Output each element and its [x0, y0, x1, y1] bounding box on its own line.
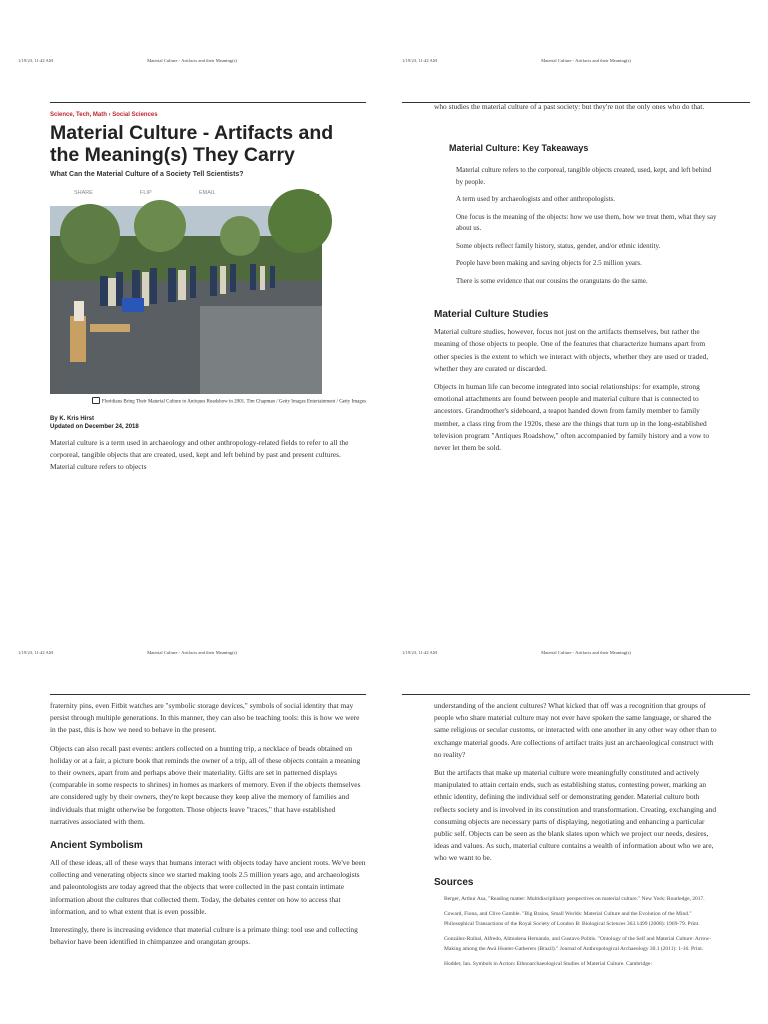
list-item: There is some evidence that our cousins the orangutans do the same. — [456, 276, 648, 285]
list-item: One focus is the meaning of the objects: how we use them, how we treat them, what they say about us. — [456, 212, 717, 233]
updated-date: Updated on December 24, 2018 — [50, 423, 139, 430]
header-doc-title: Material Culture - Artifacts and their Meaning(s) — [541, 650, 631, 655]
header-datetime: 1/19/23, 11:42 AM — [18, 650, 53, 655]
list-item: Material culture refers to the corporeal, tangible objects created, used, kept, and left behind by people. — [456, 166, 712, 186]
paragraph: All of these ideas, all of these ways that humans interact with objects today have ancient roots. We've been collecting and venerating objects since we started making tools 2.5 million years ago, and archaeologists and paleontologists are today agreed that the objects that were collected in the past contain intimate information about the cultures that collected them. Today, the debates center on how to access that information, and to what extent that is even possible. — [50, 858, 366, 916]
page-4 — [384, 512, 768, 1024]
byline — [50, 415, 366, 431]
header-datetime: 1/19/23, 11:42 AM — [402, 650, 437, 655]
list-item: A term used by archaeologists and other anthropologists. — [456, 195, 616, 204]
section-heading: Material Culture Studies — [434, 309, 549, 321]
photo-caption — [50, 397, 366, 406]
header-rule — [402, 694, 750, 695]
article-photo — [50, 206, 322, 394]
section-heading: Ancient Symbolism — [50, 840, 143, 852]
header-datetime: 1/19/23, 11:42 AM — [18, 58, 53, 63]
article-content — [50, 700, 366, 954]
sources-heading: Sources — [434, 876, 474, 888]
share-button[interactable]: SHARE — [74, 190, 93, 196]
flip-button[interactable]: FLIP — [140, 190, 152, 196]
page-3 — [0, 512, 384, 1024]
continued-paragraph: who studies the material culture of a past society: but they're not the only ones who do that. — [434, 102, 705, 111]
list-item: People have been making and saving objects for 2.5 million years. — [456, 259, 642, 268]
header-doc-title: Material Culture - Artifacts and their Meaning(s) — [541, 58, 631, 63]
list-item: Hodder, Ian. Symbols in Action: Ethnoarchaeological Studies of Material Culture. Cambridge: — [444, 960, 652, 967]
list-item: Coward, Fiona, and Clive Gamble. "Big Brains, Small Worlds: Material Culture and the Evolution of the Mind." Philosophical Transactions of the Royal Society of London B: Biological Sciences 363.1499 (2008): 1969-79. Print. — [444, 910, 700, 927]
header-doc-title: Material Culture - Artifacts and their Meaning(s) — [147, 58, 237, 63]
header-rule — [50, 102, 366, 103]
author-name[interactable]: By K. Kris Hirst — [50, 415, 95, 422]
takeaways-list — [456, 165, 718, 287]
article-content — [434, 700, 718, 974]
header-doc-title: Material Culture - Artifacts and their Meaning(s) — [147, 650, 237, 655]
caption-text: Floridians Bring Their Material Culture to Antiques Roadshow in 2001. Tim Chapman / Getty Images Entertainment / Getty Images — [101, 399, 366, 405]
article-content — [434, 101, 718, 460]
page-subtitle: What Can the Material Culture of a Society Tell Scientists? — [50, 171, 244, 178]
header-rule — [50, 694, 366, 695]
takeaways-heading: Material Culture: Key Takeaways — [449, 143, 589, 154]
photo-illustration — [50, 206, 322, 394]
paragraph: Objects in human life can become integrated into social relationships: for example, strong emotional attachments are found between people and material culture that is connected to ancestors. Grandmother's sideboard, a teapot handed down from family member to family member, a class ring from the 1920s, these are the things that turn up in the long-established television program "Antiques Roadshow," often accompanied by family history and a vow to never let them be sold. — [434, 382, 710, 453]
page-title: Material Culture - Artifacts and the Meaning(s) They Carry — [50, 122, 334, 166]
paragraph: Interestingly, there is increasing evidence that material culture is a primate thing: tool use and collecting behavior have been identified in chimpanzee and orangutan groups. — [50, 925, 358, 947]
list-item: González-Ruibal, Alfredo, Almudena Hernando, and Gustavo Politis. "Ontology of the Self and Material Culture: Arrow-Making among the Awá Hunter-Gatherers (Brazil)." Journal of Anthropological Archaeology 30.1 (2011): 1-16. Print. — [444, 935, 712, 952]
intro-paragraph: Material culture is a term used in archaeology and other anthropology-related fields to refer to all the corporeal, tangible objects that are created, used, kept and left behind by past and present cultures. Material culture refers to objects — [50, 437, 349, 471]
list-item: Some objects reflect family history, status, gender, and/or ethnic identity. — [456, 241, 661, 250]
paragraph: understanding of the ancient cultures? What kicked that off was a recognition that groups of people who share material culture may not ever have spoken the same language, or shared the same religious or secular customs, or interacted with one another in any other way other than to exchange material goods. Are collections of artifact traits just an archaeological construct with no reality? — [434, 701, 717, 759]
camera-icon — [92, 397, 100, 404]
sources-list — [444, 894, 718, 969]
paragraph: But the artifacts that make up material culture were meaningfully constituted and actively manipulated to attain certain ends, such as establishing status, contesting power, marking an ethnic identity, defining the individual self or demonstrating gender. Material culture both reflects society and is involved in its constitution and transformation. Creating, exchanging and consuming objects are necessary parts of displaying, negotiating and enhancing a particular public self. Objects can be seen as the blank slates upon which we project our needs, desires, ideas and values. As such, material culture contains a wealth of information about who we are, who we want to be. — [434, 768, 717, 863]
paragraph: fraternity pins, even Fitbit watches are "symbolic storage devices," symbols of social identity that may persist through multiple generations. In this manner, they can also be teaching tools: this is how we were in the past, this is how we need to behave in the present. — [50, 701, 360, 735]
email-button[interactable]: EMAIL — [199, 190, 216, 196]
article-content — [50, 112, 366, 479]
header-datetime: 1/19/23, 11:42 AM — [402, 58, 437, 63]
breadcrumb[interactable]: Science, Tech, Math › Social Sciences — [50, 112, 158, 118]
page-1 — [0, 0, 384, 512]
page-2 — [384, 0, 768, 512]
paragraph: Objects can also recall past events: antlers collected on a hunting trip, a necklace of beads obtained on holiday or at a fair, a picture book that reminds the owner of a trip, all of these objects contain a meaning to their owners, apart from and perhaps above their materiality. Gifts are set in patterned displays (comparable in some respects to shrines) in homes as markers of memory. Even if the objects themselves are considered ugly by their owners, they're kept because they keep alive the memory of families and individuals that might otherwise be forgotten. Those objects leave "traces," that have established narratives associated with them. — [50, 743, 361, 826]
list-item: Berger, Arthur Asa, "Reading matter: Multidisciplinary perspectives on material culture." New York: Routledge, 2017. — [444, 895, 705, 902]
paragraph: Material culture studies, however, focus not just on the artifacts themselves, but rather the meaning of those objects to people. One of the features that characterize humans apart from other species is the extent to which we interact with objects, whether they are used or traded, whether they are curated or discarded. — [434, 327, 709, 373]
